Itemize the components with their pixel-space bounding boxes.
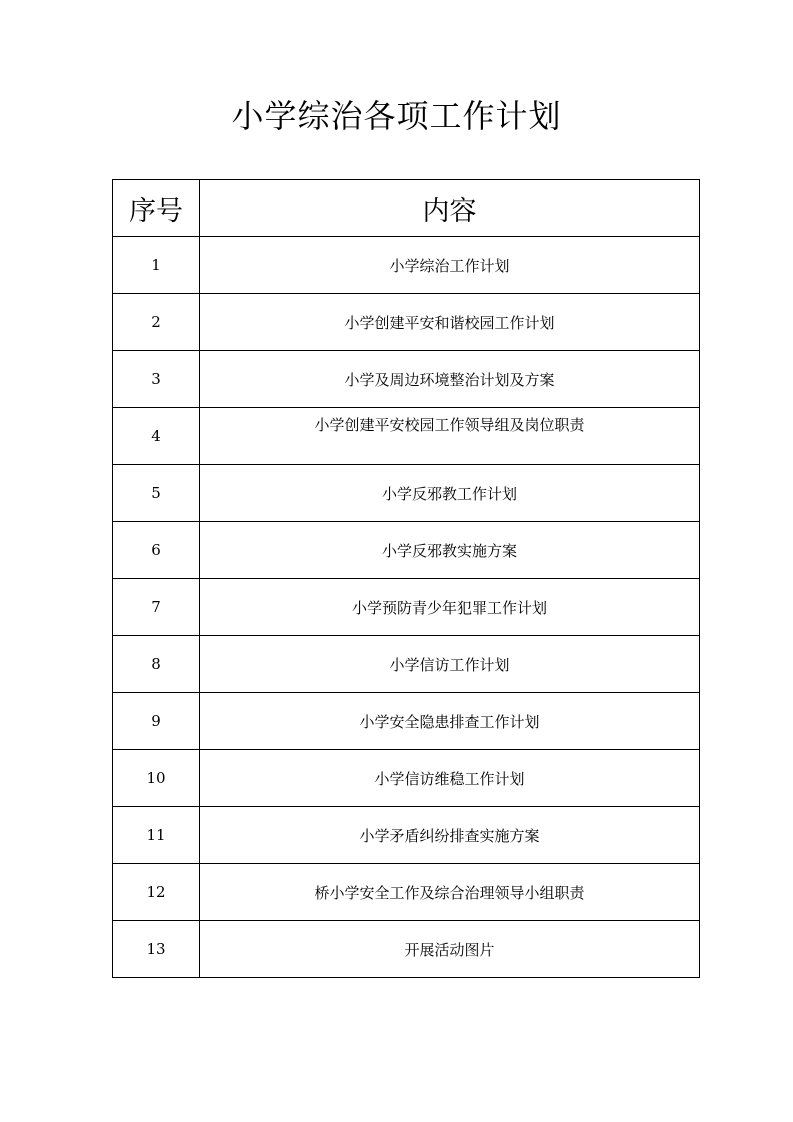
- row-content: 小学矛盾纠纷排查实施方案: [200, 807, 700, 864]
- row-content: 小学信访维稳工作计划: [200, 750, 700, 807]
- table-row: [113, 921, 700, 978]
- table-row: [113, 636, 700, 693]
- table-row: [113, 237, 700, 294]
- row-content: 小学及周边环境整治计划及方案: [200, 351, 700, 408]
- table-row: [113, 465, 700, 522]
- row-content: 小学综治工作计划: [200, 237, 700, 294]
- row-number: 1: [113, 237, 200, 294]
- row-content: 小学创建平安校园工作领导组及岗位职责: [314, 416, 585, 434]
- row-number: 5: [113, 465, 200, 522]
- row-content: 小学信访工作计划: [200, 636, 700, 693]
- row-content: 小学反邪教工作计划: [200, 465, 700, 522]
- header-number: 序号: [113, 180, 200, 237]
- table-row: [113, 807, 700, 864]
- table-row: [113, 750, 700, 807]
- row-content: 小学反邪教实施方案: [200, 522, 700, 579]
- row-content: 小学预防青少年犯罪工作计划: [200, 579, 700, 636]
- table-row: [113, 294, 700, 351]
- row-number: 11: [113, 807, 200, 864]
- row-number: 7: [113, 579, 200, 636]
- plan-list-table: [112, 179, 700, 978]
- row-number: 10: [113, 750, 200, 807]
- document-title: 小学综治各项工作计划: [231, 97, 562, 135]
- table-header-row: [113, 180, 700, 237]
- row-content-cell: [200, 408, 700, 465]
- row-number: 12: [113, 864, 200, 921]
- row-number: 2: [113, 294, 200, 351]
- header-content: 内容: [200, 180, 700, 237]
- row-number: 6: [113, 522, 200, 579]
- table-row: [113, 693, 700, 750]
- row-content: 小学创建平安和谐校园工作计划: [200, 294, 700, 351]
- row-content: 开展活动图片: [200, 921, 700, 978]
- row-number: 4: [113, 408, 200, 465]
- table-row: [113, 351, 700, 408]
- row-content: 小学安全隐患排查工作计划: [200, 693, 700, 750]
- table-row: [113, 522, 700, 579]
- table-row: [113, 408, 700, 465]
- table-row: [113, 579, 700, 636]
- row-number: 9: [113, 693, 200, 750]
- row-number: 8: [113, 636, 200, 693]
- row-content: 桥小学安全工作及综合治理领导小组职责: [200, 864, 700, 921]
- row-number: 3: [113, 351, 200, 408]
- table-row: [113, 864, 700, 921]
- row-number: 13: [113, 921, 200, 978]
